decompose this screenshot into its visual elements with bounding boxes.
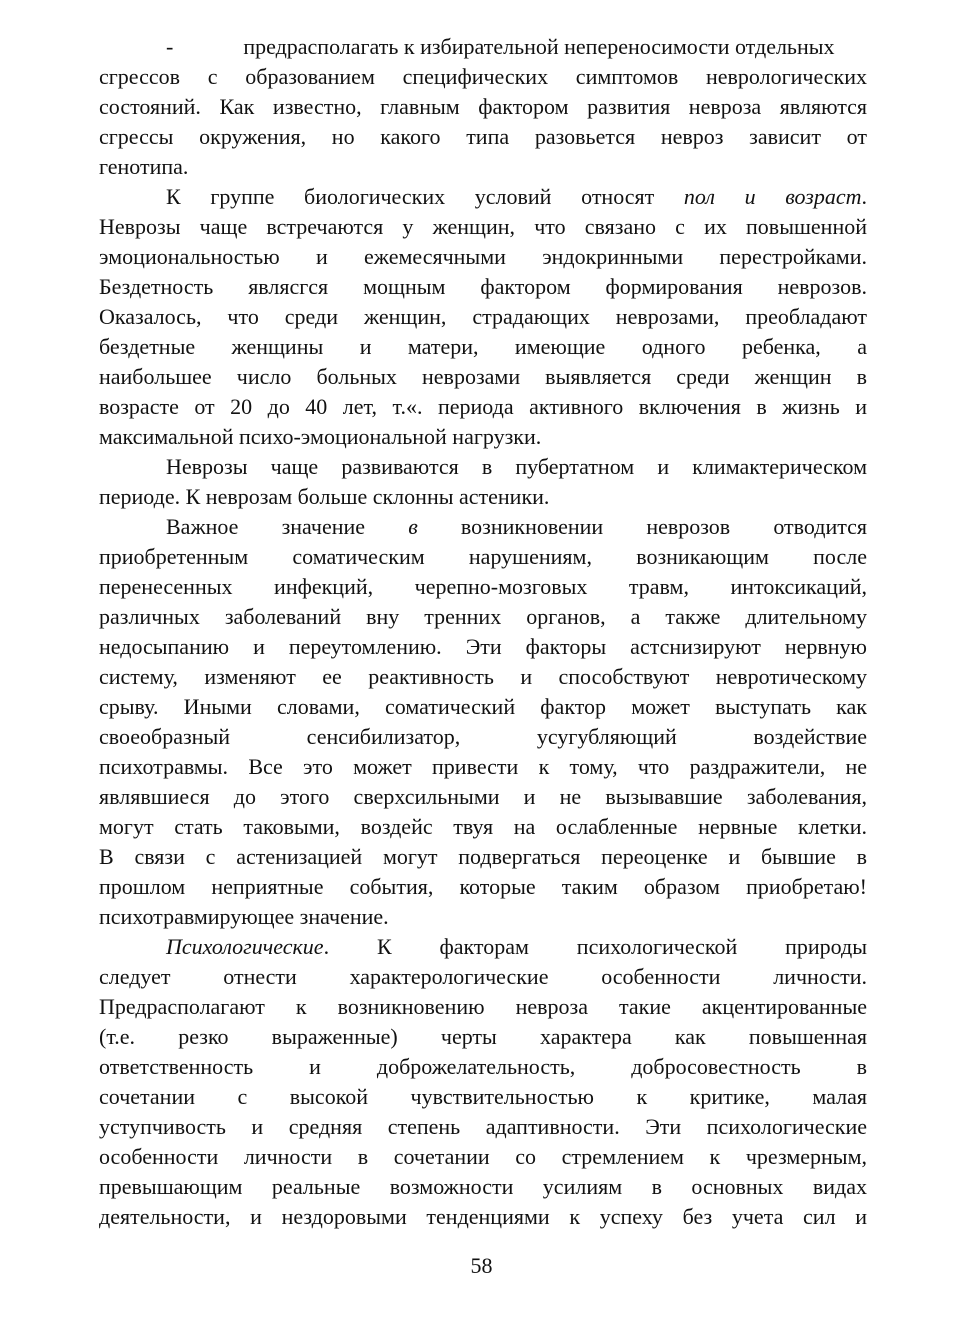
line-text: Важное значение [166,514,409,539]
text-line: периоде. К неврозам больше склонны астеники. [99,484,550,509]
text-line: сочетании с высокой чувствительностью к критике, малая [99,1084,867,1109]
text-line: ответственность и доброжелательность, добросовестность в [99,1054,867,1079]
text-line [99,32,963,62]
text-line [99,182,867,212]
text-line: уступчивость и средняя степень адаптивности. Эти психологические [99,1114,867,1139]
text-line: перенесенных инфекций, черепно-мозговых травм, интоксикаций, [99,574,867,599]
text-line: Оказалось, что среди женщин, страдающих неврозами, преобладают [99,304,867,329]
text-line: возрасте от 20 до 40 лет, т.«. периода активного включения в жизнь и [99,394,867,419]
text-line: превышающим реальные возможности усилиям в основных видах [99,1174,867,1199]
italic-text: Психологические [166,934,324,959]
text-line: бездетные женщины и матери, имеющие одного ребенка, а [99,334,867,359]
text-line: генотипа. [99,154,189,179]
text-line: эмоциональностью и ежемесячными эндокринными перестройками. [99,244,867,269]
italic-text: пол и возраст [683,184,862,209]
line-text: К группе биологических условий относят [166,184,684,209]
text-line: следует отнести характерологические особенности личности. [99,964,867,989]
text-line: различных заболеваний вну тренних органов, а также длительному [99,604,867,629]
text-line: В связи с астенизацией могут подвергаться переоценке и бывшие в [99,844,867,869]
text-line: Неврозы чаще развиваются в пубертатном и климактерическом [166,454,867,479]
line-text: . К факторам психологической природы [323,934,867,959]
text-line: (т.е. резко выраженные) черты характера как повышенная [99,1024,867,1049]
text-line: психотравмирующее значение. [99,904,389,929]
line-text: предрасполагать к избирательной непереносимости отдельных [243,34,835,59]
list-dash: - [166,34,174,59]
text-line: недосыпанию и переутомлению. Эти факторы астснизируют нервную [99,634,867,659]
text-line: приобретенным соматическим нарушениям, возникающим после [99,544,867,569]
text-line: Неврозы чаще встречаются у женщин, что связано с их повышенной [99,214,867,239]
text-line: особенности личности в сочетании со стремлением к чрезмерным, [99,1144,867,1169]
text-line: Бездетность являсгся мощным фактором формирования неврозов. [99,274,867,299]
text-line: срыву. Иными словами, соматический фактор может выступать как [99,694,867,719]
text-line: своеобразный сенсибилизатор, усугубляющий воздействие [99,724,867,749]
italic-text: в [408,514,418,539]
line-text: . [861,184,867,209]
text-line: состояний. Как известно, главным фактором развития невроза являются [99,94,867,119]
text-line: прошлом неприятные события, которые таким образом приобретаю! [99,874,867,899]
text-line: психотравмы. Все это может привести к тому, что раздражители, не [99,754,867,779]
line-text: возникновении неврозов отводится [417,514,867,539]
text-line: наибольшее число больных неврозами выявляется среди женщин в [99,364,867,389]
text-line: систему, изменяют ее реактивность и способствуют невротическому [99,664,867,689]
page-number: 58 [470,1253,493,1278]
text-line: деятельности, и нездоровыми тенденциями к успеху без учета сил и [99,1204,867,1229]
text-line [99,512,867,542]
text-line: являвшиеся до этого сверхсильными и не вызывавшие заболевания, [99,784,867,809]
text-line: сгрессов с образованием специфических симптомов неврологических [99,64,867,89]
text-line: сгрессы окружения, но какого типа разовьется невроз зависит от [99,124,867,149]
text-line: Предрасполагают к возникновению невроза такие акцентированные [99,994,867,1019]
text-line [99,932,867,962]
body-text [99,32,867,1232]
text-line: могут стать таковыми, воздейс твуя на ослабленные нервные клетки. [99,814,867,839]
text-line: максимальной психо-эмоциональной нагрузки. [99,424,542,449]
